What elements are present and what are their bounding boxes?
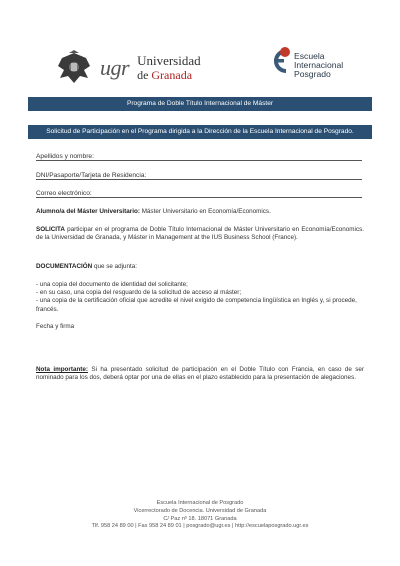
solicita-text: participar en el programa de Doble Título Internacional de Máster Universitario en Economía/Economics. de la Universidad de Granada, y Máster in Management at the IUS Business School (France). — [36, 226, 364, 242]
ugr-crest-icon — [54, 50, 94, 86]
ep-logo — [266, 46, 343, 79]
email-field[interactable] — [36, 189, 362, 199]
student-line — [36, 208, 364, 216]
ep-name-line1: Escuela — [294, 51, 325, 61]
ugr-name-prefix: de — [137, 67, 149, 82]
documentacion-text: que se adjunta: — [93, 263, 138, 270]
ugr-name-city: Granada — [151, 67, 193, 82]
program-banner: Programa de Doble Título Internacional de Máster — [28, 97, 372, 111]
ugr-wordmark: ugr — [100, 55, 130, 80]
documentacion-heading — [36, 263, 364, 271]
nota-text: Si ha presentado solicitud de participación en el Doble Título con Francia, en caso de ser nominado para los dos, deberá optar por una de ellas en el plazo establecido para la presentación de alegaciones. — [36, 366, 364, 382]
footer — [0, 500, 400, 531]
nota-paragraph — [36, 366, 364, 382]
email-field-line — [36, 197, 362, 198]
name-field-line — [36, 160, 362, 161]
documentacion-item: - una copia del documento de identidad del solicitante; — [36, 281, 188, 288]
ep-mark-icon — [266, 46, 292, 76]
nota-label: Nota importante: — [36, 366, 88, 373]
footer-line2: Vicerrectorado de Docencia. Universidad de Granada — [133, 507, 267, 514]
footer-line4: Tlf. 958 24 89 00 | Fax 958 24 89 01 | posgrado@ugr.es | http://escuelaposgrado.ugr.es — [91, 523, 309, 530]
ep-name-line2: Internacional — [294, 60, 344, 71]
footer-line3: C/ Paz nº 18. 18071 Granada — [163, 515, 237, 522]
documentacion-label: DOCUMENTACIÓN — [36, 263, 93, 270]
student-line-label: Alumno/a del Máster Universitario: — [36, 208, 140, 215]
ep-name — [294, 46, 343, 79]
student-line-value: Máster Universitario en Economía/Economics. — [141, 208, 271, 215]
fecha-firma — [36, 323, 364, 331]
ugr-name — [137, 54, 201, 81]
id-field-line — [36, 179, 362, 180]
documentacion-list — [36, 281, 364, 314]
documentacion-item: - en su caso, una copia del resguardo de la solicitud de acceso al máster; — [36, 289, 242, 297]
id-field[interactable] — [36, 171, 362, 181]
ep-name-line3: Posgrado — [294, 69, 331, 80]
fecha-firma-label: Fecha y firma — [36, 323, 75, 330]
ugr-name-line2 — [137, 69, 201, 82]
name-field-label: Apellidos y nombre: — [36, 153, 94, 160]
footer-line1: Escuela Internacional de Posgrado — [156, 500, 244, 506]
ugr-logo — [54, 50, 201, 86]
solicita-label: SOLICITA — [36, 226, 65, 233]
documentacion-item: - una copia de la certificación oficial que acredite el nivel exigido de competencia lingüística en Inglés y, si procede, francés. — [36, 297, 357, 313]
request-banner: Solicitud de Participación en el Programa dirigida a la Dirección de la Escuela Internacional de Posgrado. — [28, 125, 372, 139]
ugr-name-line1: Universidad — [137, 53, 201, 69]
solicita-paragraph — [36, 226, 364, 242]
id-field-label: DNI/Pasaporte/Tarjeta de Residencia: — [36, 172, 147, 179]
name-field[interactable] — [36, 152, 362, 162]
email-field-label: Correo electrónico: — [36, 190, 92, 197]
